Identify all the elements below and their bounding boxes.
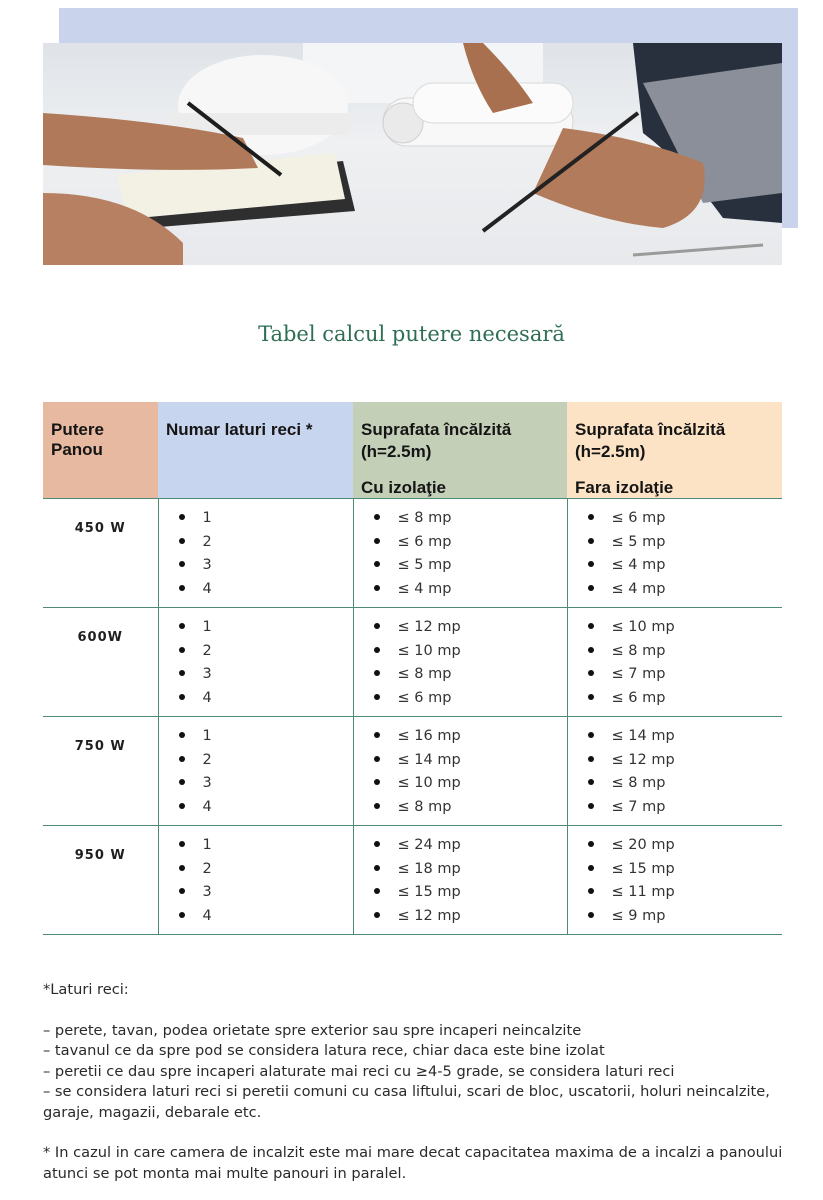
insulated-list xyxy=(354,608,567,712)
list-item: ≤ 18 mp xyxy=(374,860,567,884)
list-item: 2 xyxy=(179,533,353,557)
uninsulated-cell xyxy=(567,608,782,717)
list-item: 1 xyxy=(179,727,353,751)
table-row xyxy=(43,499,782,608)
note-item: – se considera laturi reci si peretii comuni cu casa liftului, scari de bloc, uscatorii, holuri neincalzite, garaje, magazii, debarale etc. xyxy=(43,1083,770,1121)
list-item: ≤ 14 mp xyxy=(588,727,783,751)
list-item: ≤ 16 mp xyxy=(374,727,567,751)
list-item: 4 xyxy=(179,580,353,604)
sides-list xyxy=(159,608,353,712)
notes xyxy=(43,980,783,1184)
header-insulated: Suprafata încălzită (h=2.5m) Cu izolaţie xyxy=(353,402,567,499)
list-item: ≤ 9 mp xyxy=(588,907,783,931)
list-item: 4 xyxy=(179,798,353,822)
notes-heading: *Laturi reci: xyxy=(43,981,129,998)
uninsulated-list xyxy=(568,717,783,821)
list-item: ≤ 11 mp xyxy=(588,883,783,907)
list-item: 1 xyxy=(179,836,353,860)
insulated-cell xyxy=(353,717,567,826)
list-item: ≤ 15 mp xyxy=(588,860,783,884)
list-item: ≤ 6 mp xyxy=(374,533,567,557)
list-item: ≤ 4 mp xyxy=(588,556,783,580)
power-cell: 750 W xyxy=(43,717,158,826)
uninsulated-list xyxy=(568,826,783,930)
sides-list xyxy=(159,826,353,930)
uninsulated-cell xyxy=(567,717,782,826)
sides-list xyxy=(159,499,353,603)
list-item: ≤ 7 mp xyxy=(588,665,783,689)
list-item: ≤ 6 mp xyxy=(588,689,783,713)
insulated-cell xyxy=(353,826,567,935)
list-item: ≤ 6 mp xyxy=(374,689,567,713)
page-title: Tabel calcul putere necesară xyxy=(258,322,565,346)
list-item: 1 xyxy=(179,509,353,533)
list-item: ≤ 7 mp xyxy=(588,798,783,822)
sides-list xyxy=(159,717,353,821)
sides-cell xyxy=(158,499,353,608)
list-item: ≤ 10 mp xyxy=(374,642,567,666)
list-item: ≤ 5 mp xyxy=(588,533,783,557)
list-item: 3 xyxy=(179,665,353,689)
insulated-cell xyxy=(353,608,567,717)
footnote: * In cazul in care camera de incalzit este mai mare decat capacitatea maxima de a incalzi a panoului atunci se pot monta mai multe panouri in paralel. xyxy=(43,1144,783,1182)
list-item: ≤ 8 mp xyxy=(588,774,783,798)
header-cold-sides: Numar laturi reci * xyxy=(158,402,353,499)
list-item: ≤ 20 mp xyxy=(588,836,783,860)
list-item: ≤ 8 mp xyxy=(374,509,567,533)
uninsulated-cell xyxy=(567,826,782,935)
list-item: 3 xyxy=(179,556,353,580)
table-row xyxy=(43,826,782,935)
insulated-list xyxy=(354,826,567,930)
list-item: ≤ 15 mp xyxy=(374,883,567,907)
note-item: – peretii ce dau spre incaperi alaturate mai reci cu ≥4-5 grade, se considera laturi reci xyxy=(43,1062,675,1080)
table-header-row xyxy=(43,402,782,499)
list-item: ≤ 5 mp xyxy=(374,556,567,580)
sides-cell xyxy=(158,826,353,935)
uninsulated-list xyxy=(568,499,783,603)
list-item: 4 xyxy=(179,689,353,713)
note-item: – perete, tavan, podea orietate spre exterior sau spre incaperi neincalzite xyxy=(43,1021,582,1039)
list-item: ≤ 12 mp xyxy=(374,907,567,931)
uninsulated-list xyxy=(568,608,783,712)
insulated-list xyxy=(354,499,567,603)
uninsulated-cell xyxy=(567,499,782,608)
header-power: Putere Panou xyxy=(43,402,158,499)
list-item: 2 xyxy=(179,860,353,884)
power-cell: 450 W xyxy=(43,499,158,608)
table-row xyxy=(43,608,782,717)
power-cell: 950 W xyxy=(43,826,158,935)
list-item: ≤ 8 mp xyxy=(588,642,783,666)
list-item: ≤ 8 mp xyxy=(374,798,567,822)
list-item: ≤ 12 mp xyxy=(588,751,783,775)
list-item: ≤ 6 mp xyxy=(588,509,783,533)
list-item: 4 xyxy=(179,907,353,931)
list-item: ≤ 12 mp xyxy=(374,618,567,642)
sides-cell xyxy=(158,608,353,717)
insulated-list xyxy=(354,717,567,821)
list-item: ≤ 10 mp xyxy=(374,774,567,798)
insulated-cell xyxy=(353,499,567,608)
list-item: ≤ 4 mp xyxy=(588,580,783,604)
power-cell: 600W xyxy=(43,608,158,717)
list-item: ≤ 4 mp xyxy=(374,580,567,604)
header-photo xyxy=(43,43,782,265)
table-row xyxy=(43,717,782,826)
list-item: 1 xyxy=(179,618,353,642)
header-uninsulated: Suprafata încălzită (h=2.5m) Fara izolaţie xyxy=(567,402,782,499)
list-item: 3 xyxy=(179,883,353,907)
list-item: ≤ 10 mp xyxy=(588,618,783,642)
list-item: 3 xyxy=(179,774,353,798)
list-item: ≤ 14 mp xyxy=(374,751,567,775)
sides-cell xyxy=(158,717,353,826)
list-item: ≤ 24 mp xyxy=(374,836,567,860)
list-item: 2 xyxy=(179,751,353,775)
list-item: ≤ 8 mp xyxy=(374,665,567,689)
list-item: 2 xyxy=(179,642,353,666)
power-table xyxy=(43,402,782,935)
note-item: – tavanul ce da spre pod se considera latura rece, chiar daca este bine izolat xyxy=(43,1042,605,1059)
